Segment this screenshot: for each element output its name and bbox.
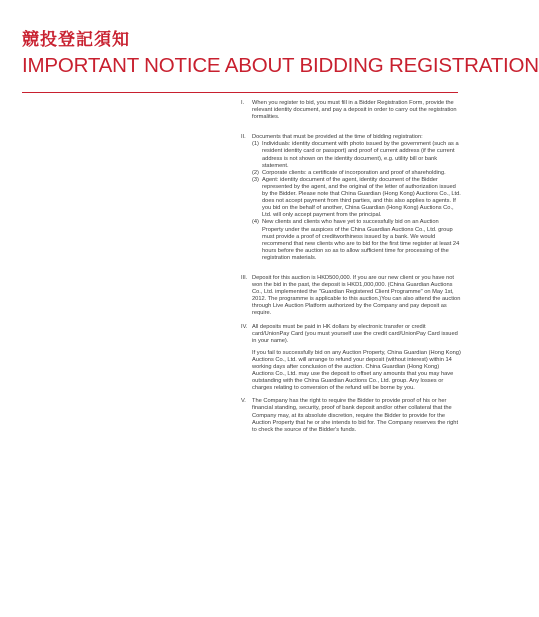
en-subitem-1: (1) Individuals: identity document with photo issued by the government (such as a resident identity card or passport) and proof of current address (if the current address is not shown on the identity document), e.g. utility bill or bank statement. [252, 141, 459, 169]
item-text: The Company has the right to require the Bidder to provide proof of his or her financial standing, security, proof of bank deposit and/or other collateral that the Company may, at its absolute discretion, require the Bidder to provide for the Auction Property that he or she intends to bid for. The Company reserves the right to check the source of the Bidder's funds. [252, 398, 459, 433]
item-text: All deposits must be paid in HK dollars by electronic transfer or credit card/UnionPay Card (you must yourself use the credit card/UnionPay Card issued in your name). [252, 323, 458, 344]
english-column [241, 100, 461, 440]
title-chinese: 競投登記須知 [22, 30, 130, 50]
item-number: I. [241, 100, 245, 106]
item-text: When you register to bid, you must fill in a Bidder Registration Form, provide the relevant identity document, and pay a deposit in order to carry out the registration formalities. [252, 100, 457, 121]
page-header [22, 30, 539, 78]
header-divider [22, 92, 458, 93]
item-number: V. [241, 398, 246, 405]
en-subitem-2: (2) Corporate clients: a certificate of incorporation and proof of shareholding. [252, 169, 446, 176]
item-text: Documents that must be provided at the time of bidding registration: [252, 134, 423, 141]
en-item-5 [241, 398, 461, 433]
en-item-3 [241, 275, 461, 318]
item-number: III. [241, 274, 248, 281]
item-extra-text: If you fail to successfully bid on any Auction Property, China Guardian (Hong Kong) Auctions Co., Ltd. will arrange to refund your deposit (without interest) within 14 working days after conclusion of the auction. China Guardian (Hong Kong) Auctions Co., Ltd. may use the deposit to offset any amounts that you may have outstanding with the China Guardian Auctions Co., Ltd. group. Any losses or charges relating to conversion of the refund will be borne by you. [252, 349, 461, 392]
en-item-4 [241, 324, 461, 393]
en-subitem-3: (3) Agent: identity document of the agent, identity document of the Bidder represented by the agent, and the original of the letter of authorization issued by the Bidder. Please note that China Guardian (Hong Kong) Auctions Co., Ltd. does not accept payment from third parties, and this also applies to agents. If you bid on the behalf of another, China Guardian (Hong Kong) Auctions Co., Ltd. will only accept payment from the principal. [252, 176, 461, 219]
en-subitem-4: (4) New clients and clients who have yet to successfully bid on an Auction Property under the auspices of the China Guardian Auctions Co., Ltd. group must provide a proof of creditworthiness issued by a bank. We would recommend that new clients who are to bid for the first time register at least 24 hours before the auction so as to allow sufficient time for processing of the registration materials. [252, 219, 460, 261]
item-text: Deposit for this auction is HKD500,000. If you are our new client or you have not won the bid in the past, the deposit is HKD1,000,000. (China Guardian Auctions Co., Ltd. implemented the "Guardian Registered Client Programme" on May 1st, 2012. The programme is applicable to this auction.)You can also attend the auction through Live Auction Platform authorized by the Company and pay deposit as require. [252, 274, 461, 317]
item-number: II. [241, 134, 246, 141]
en-item-1 [241, 100, 461, 121]
item-number: IV. [241, 323, 248, 330]
title-english: IMPORTANT NOTICE ABOUT BIDDING REGISTRATION [22, 54, 539, 77]
en-item-2 [241, 134, 461, 262]
